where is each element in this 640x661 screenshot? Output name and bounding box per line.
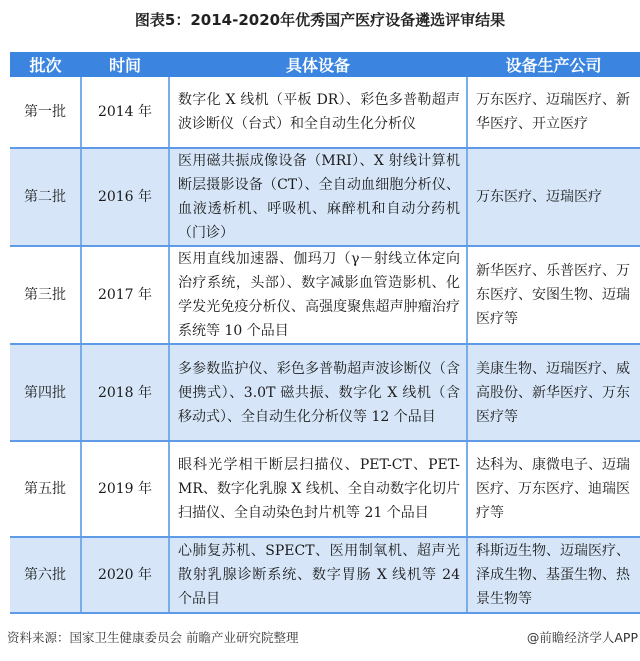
batch-cell: 第四批 (10, 344, 81, 441)
table-row (10, 344, 640, 441)
table-row (10, 537, 640, 613)
header-batch: 批次 (10, 52, 81, 77)
table-row (10, 148, 640, 246)
table-row (10, 441, 640, 537)
figure-title: 图表5：2014-2020年优秀国产医疗设备遴选评审结果 (134, 11, 506, 29)
header-time: 时间 (81, 52, 169, 77)
batch-cell: 第五批 (10, 441, 81, 537)
year-cell: 2014 年 (81, 77, 169, 148)
equipment-cell: 多参数监护仪、彩色多普勒超声波诊断仪（含便携式）、3.0T 磁共振、数字化 X 线机（含移动式）、全自动生化分析仪等 12 个品目 (169, 344, 467, 441)
header-companies: 设备生产公司 (467, 52, 640, 77)
companies-cell: 万东医疗、迈瑞医疗、新华医疗、开立医疗 (467, 77, 640, 148)
equipment-cell: 医用磁共振成像设备（MRI）、X 射线计算机断层摄影设备（CT）、全自动血细胞分析仪、血液透析机、呼吸机、麻醉机和自动分药机（门诊） (169, 148, 467, 246)
year-cell: 2020 年 (81, 537, 169, 613)
equipment-cell: 医用直线加速器、伽玛刀（γ－射线立体定向治疗系统，头部）、数字减影血管造影机、化学发光免疫分析仪、高强度聚焦超声肿瘤治疗系统等 10 个品目 (169, 246, 467, 344)
source-note: 资料来源：国家卫生健康委员会 前瞻产业研究院整理 (7, 630, 299, 645)
year-cell: 2017 年 (81, 246, 169, 344)
table-row (10, 77, 640, 148)
companies-cell: 科斯迈生物、迈瑞医疗、泽成生物、基蛋生物、热景生物等 (467, 537, 640, 613)
year-cell: 2016 年 (81, 148, 169, 246)
table-header-row (10, 52, 640, 77)
companies-cell: 万东医疗、迈瑞医疗 (467, 148, 640, 246)
evaluation-results-table (10, 52, 640, 614)
batch-cell: 第三批 (10, 246, 81, 344)
table-row (10, 246, 640, 344)
equipment-cell: 数字化 X 线机（平板 DR）、彩色多普勒超声波诊断仪（台式）和全自动生化分析仪 (169, 77, 467, 148)
batch-cell: 第六批 (10, 537, 81, 613)
equipment-cell: 心肺复苏机、SPECT、医用制氧机、超声光散射乳腺诊断系统、数字胃肠 X 线机等 24 个品目 (169, 537, 467, 613)
companies-cell: 达科为、康微电子、迈瑞医疗、万东医疗、迪瑞医疗等 (467, 441, 640, 537)
companies-cell: 美康生物、迈瑞医疗、威高股份、新华医疗、万东医疗等 (467, 344, 640, 441)
batch-cell: 第二批 (10, 148, 81, 246)
year-cell: 2018 年 (81, 344, 169, 441)
year-cell: 2019 年 (81, 441, 169, 537)
credit-note: @前瞻经济学人APP (526, 630, 638, 645)
batch-cell: 第一批 (10, 77, 81, 148)
header-equipment: 具体设备 (169, 52, 467, 77)
companies-cell: 新华医疗、乐普医疗、万东医疗、安图生物、迈瑞医疗等 (467, 246, 640, 344)
equipment-cell: 眼科光学相干断层扫描仪、PET-CT、PET-MR、数字化乳腺 X 线机、全自动数字化切片扫描仪、全自动染色封片机等 21 个品目 (169, 441, 467, 537)
